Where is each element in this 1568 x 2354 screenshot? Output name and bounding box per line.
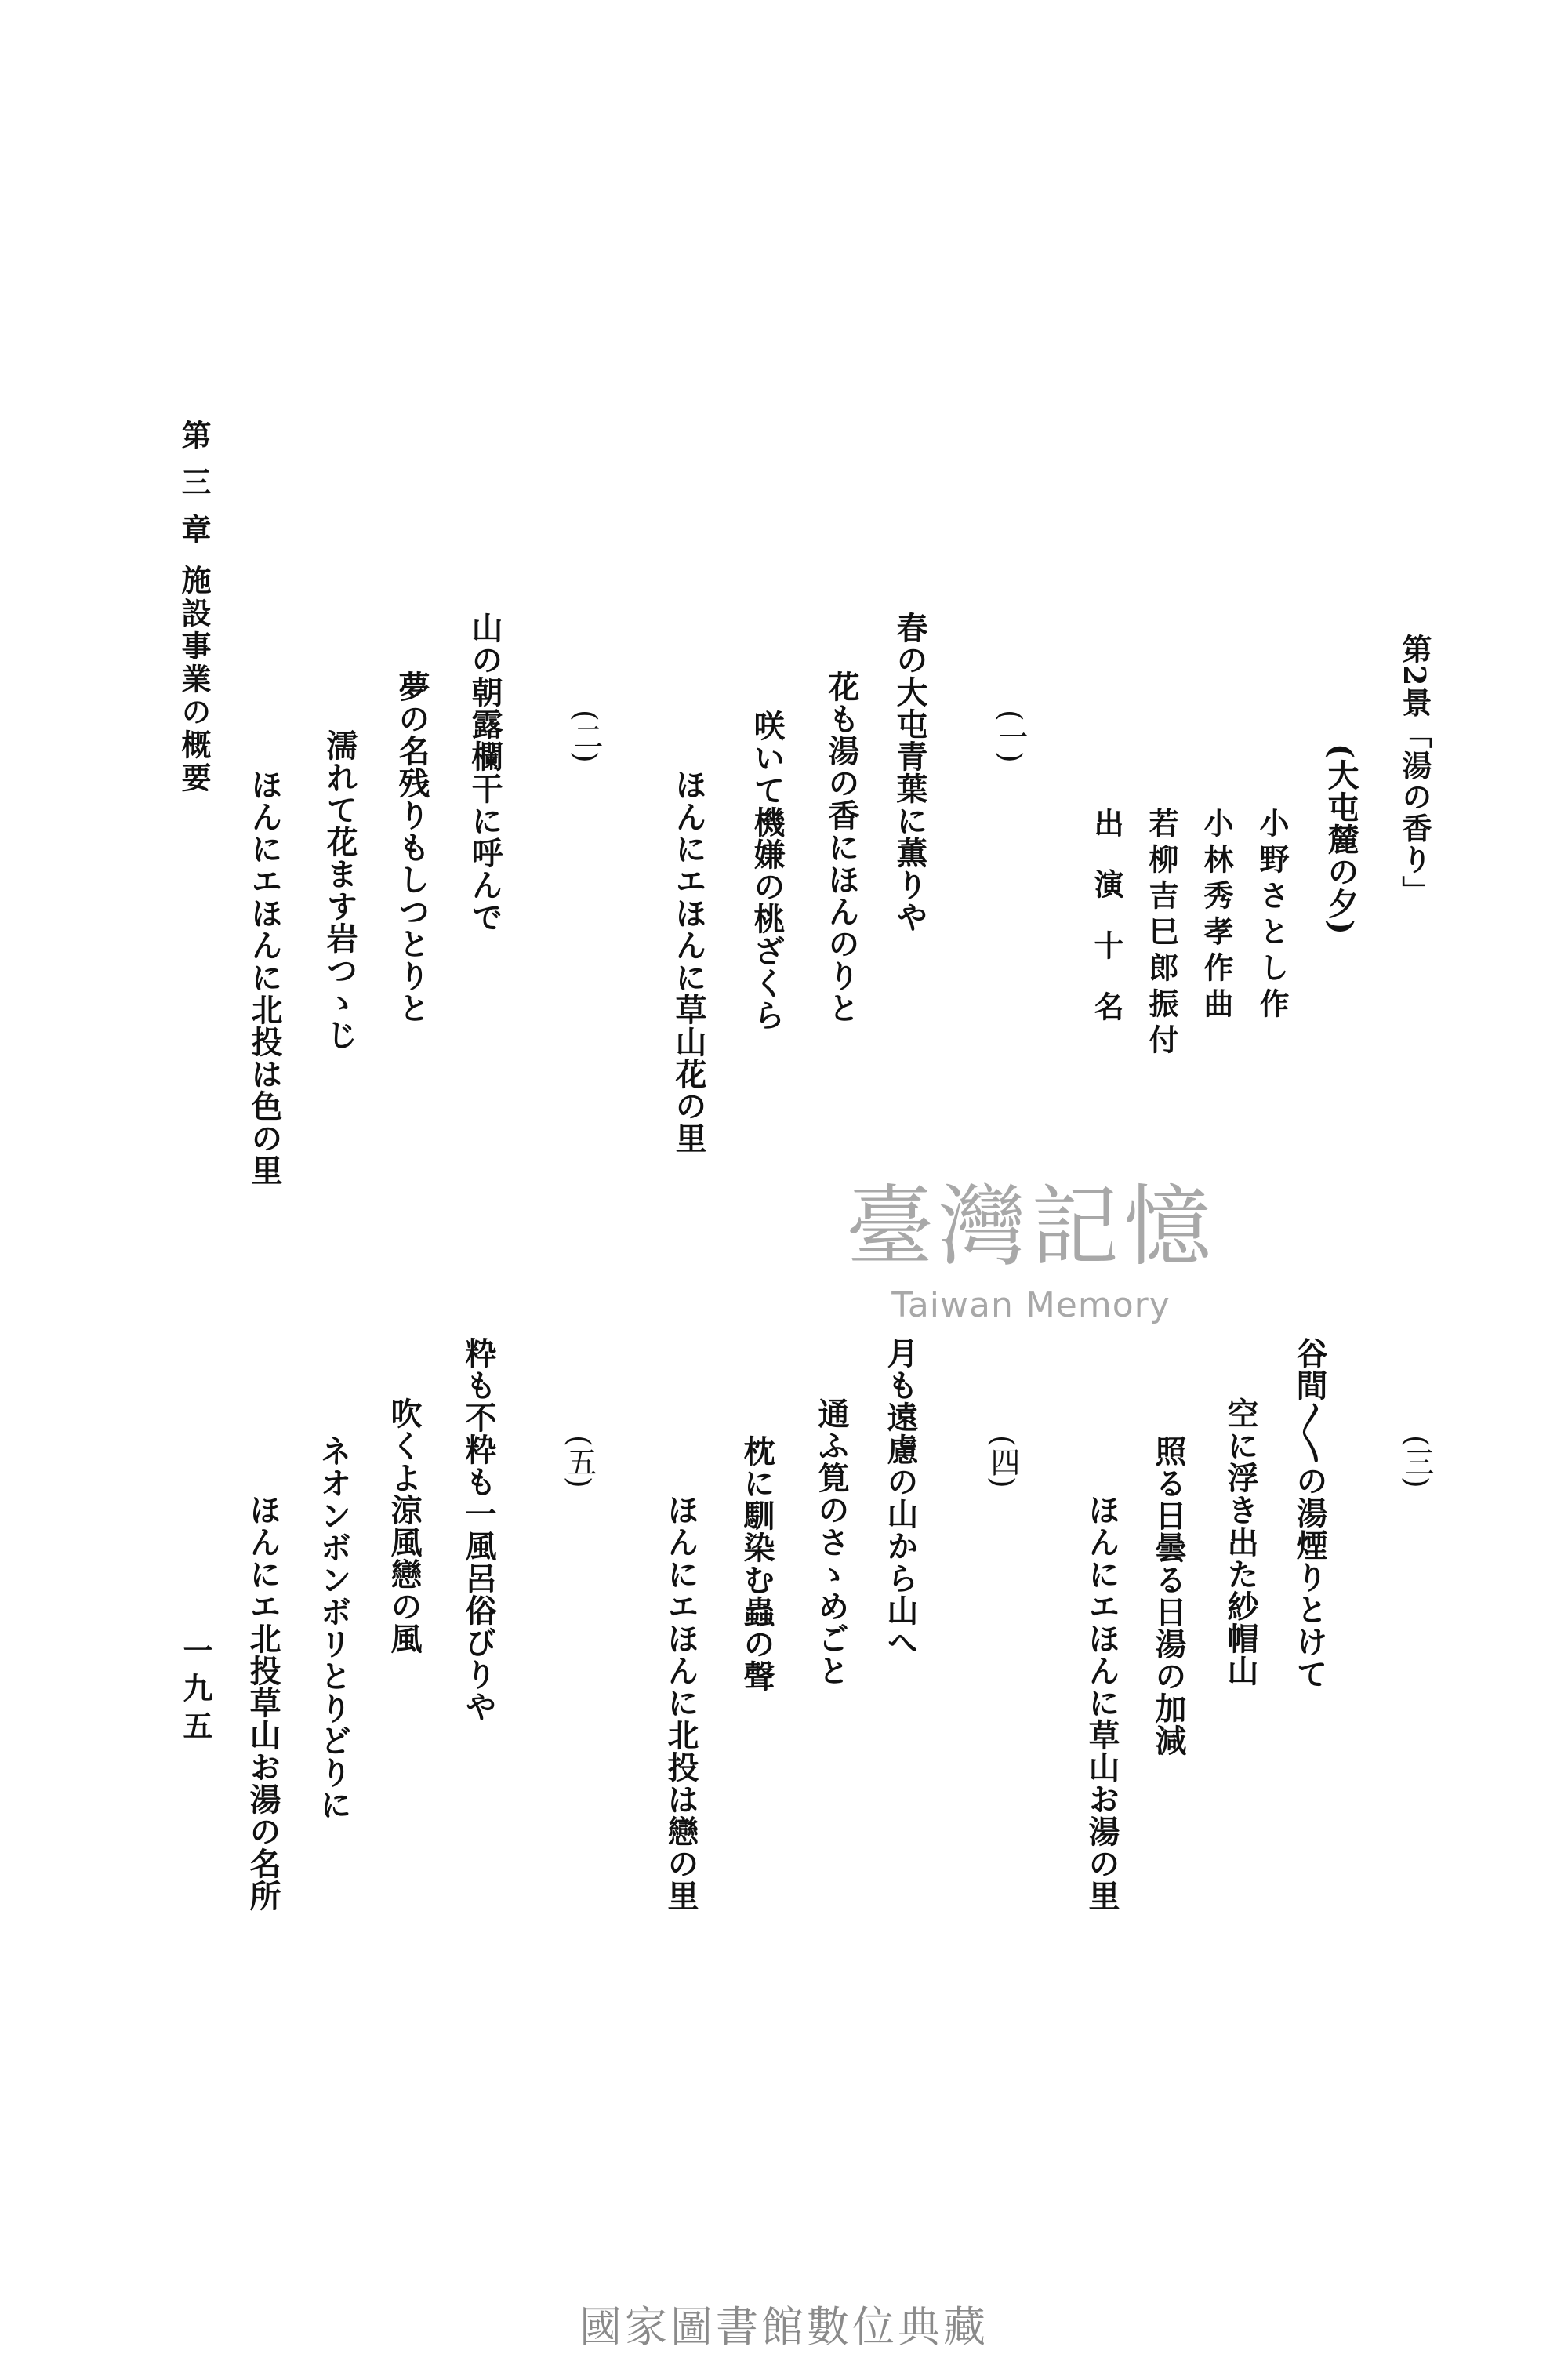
verse-line: 粋も不粋も一風呂俗びりや [460, 1337, 497, 1723]
verse-number: (二) [568, 710, 603, 763]
verse-line: 月も遠慮の山から山へ [882, 1337, 919, 1658]
watermark [772, 1172, 1290, 1353]
verse-line: ほんにエ北投草山お湯の名所 [245, 1494, 281, 1912]
scene-subtitle: (大屯麓の夕) [1323, 743, 1359, 935]
verse-number: (一) [993, 710, 1028, 763]
running-head-section: 施設事業の概要 [176, 565, 212, 795]
verse-line: ネオンボンボリとりどりに [315, 1435, 352, 1821]
verse-line: 濡れて花ます岩つゝじ [321, 729, 358, 1051]
page-number: 一九五 [178, 1635, 213, 1748]
watermark-en: Taiwan Memory [891, 1285, 1171, 1325]
verse-line: ほんにエほんに北投は戀の里 [662, 1494, 699, 1912]
verse-line: 通ふ筧のさゝめごと [813, 1397, 850, 1687]
credit-composer: 小林秀孝作曲 [1199, 808, 1234, 1024]
verse-line: 夢の名残りもしつとりと [394, 670, 430, 1024]
verse-line: ほんにエほんに草山花の里 [670, 768, 707, 1154]
verse-line: 照る日曇る日湯の加減 [1150, 1435, 1187, 1756]
verse-line: 吹くよ涼風戀の風 [386, 1397, 423, 1655]
credit-choreographer: 若柳吉巳郎振付 [1144, 808, 1179, 1060]
credit-cast: 出演十名 [1089, 808, 1124, 1052]
verse-line: 春の大屯青葉に薫りや [891, 612, 928, 933]
verse-number: (三) [1399, 1435, 1434, 1488]
verse-line: 花も湯の香にほんのりと [823, 670, 860, 1024]
verse-line: 咲いて機嫌の桃ざくら [749, 710, 786, 1031]
verse-line: ほんにエほんに北投は色の里 [246, 768, 283, 1186]
footer-collection: 國家圖書館數位典藏 [579, 2302, 989, 2352]
verse-line: ほんにエほんに草山お湯の里 [1083, 1494, 1120, 1912]
verse-line: 谷間〳〵の湯煙りとけて [1291, 1337, 1328, 1690]
credit-author: 小野さとし作 [1254, 808, 1290, 1024]
verse-line: 空に浮き出た紗帽山 [1222, 1397, 1259, 1687]
verse-line: 枕に馴染む蟲の聲 [739, 1435, 775, 1692]
watermark-cjk: 臺灣記憶 [846, 1176, 1216, 1278]
verse-number: (五) [562, 1435, 597, 1488]
verse-line: 山の朝露欄干に呼んで [466, 612, 503, 933]
scene-title: 第2景「湯の香り」 [1397, 634, 1432, 907]
verse-number: (四) [985, 1435, 1020, 1488]
running-head-chapter: 第三章 [176, 420, 212, 561]
